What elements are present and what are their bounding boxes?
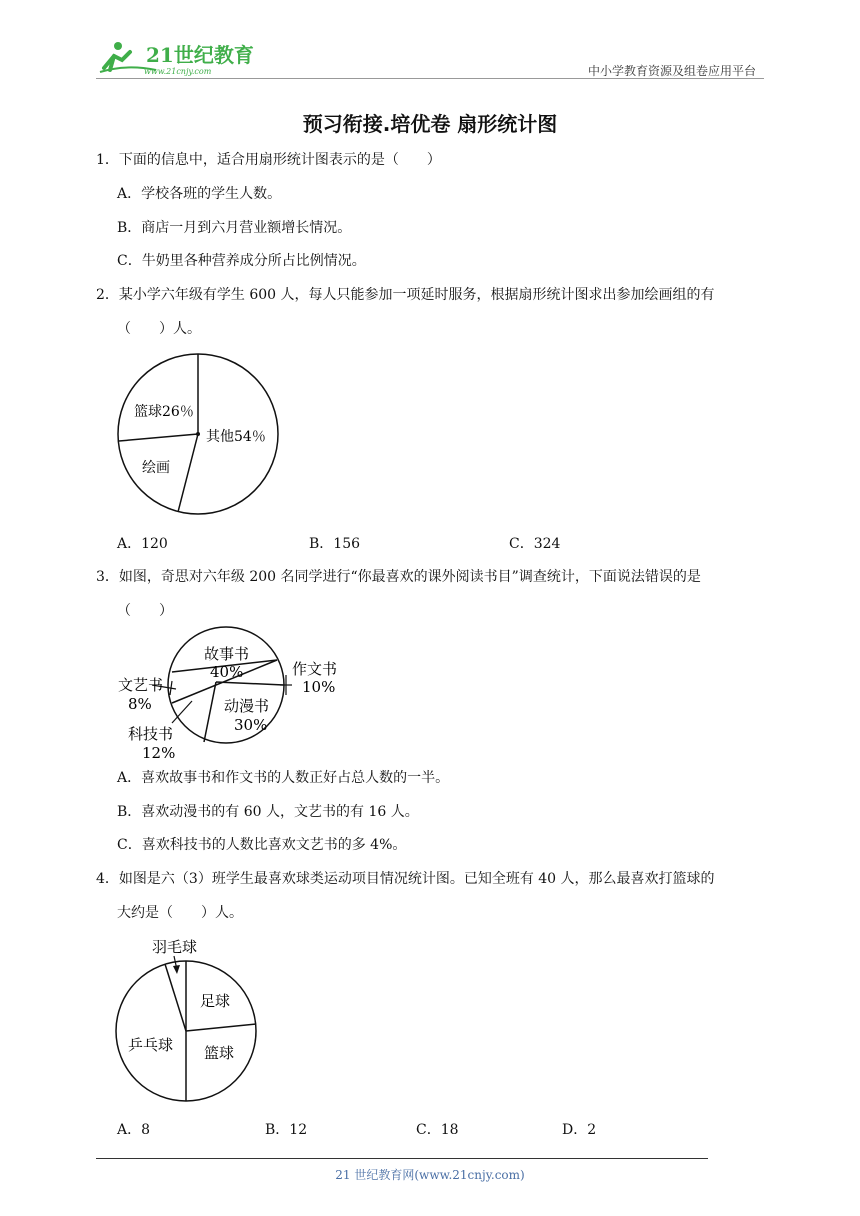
q3-pct-science: 12% [142,744,176,762]
q2-option-b: B．156 [309,536,361,552]
q4-option-b: B．12 [265,1122,308,1138]
q3-pct-comic: 30% [234,716,268,734]
q4-option-d: D．2 [562,1122,597,1138]
q4-pie-divider [186,1024,256,1031]
q4-label-badminton: 羽毛球 [152,938,198,956]
q4-option-c: C．18 [416,1122,459,1138]
q3-label-story: 故事书 [204,645,250,663]
q3-label-literature: 文艺书 [118,676,164,694]
page-title: 预习衔接.培优卷 扇形统计图 [302,112,558,136]
q4-label-football: 足球 [200,992,231,1010]
q3-pct-composition: 10% [302,678,336,696]
q2-pie-chart [112,352,292,522]
q2-label-basketball: 篮球26％ [134,404,194,420]
footer-text: 21 世纪教育网(www.21cnjy.com) [335,1168,525,1182]
q3-label-science: 科技书 [128,725,174,743]
footer-divider [96,1158,708,1159]
q2-label-other: 其他54％ [206,429,266,445]
q4-stem-line1: 4．如图是六（3）班学生最喜欢球类运动项目情况统计图。已知全班有 40 人，那么最喜欢打篮球的 [96,871,715,887]
q3-stem-line1: 3．如图，奇思对六年级 200 名同学进行“你最喜欢的课外阅读书目”调查统计，下面说法错误的是 [96,569,701,585]
runner-logo-icon [96,38,256,78]
q3-pie-divider [216,682,284,685]
q3-label-comic: 动漫书 [224,697,270,715]
q2-pie-divider [178,434,198,512]
q1-option-a: A．学校各班的学生人数。 [117,186,282,202]
site-tagline: 中小学教育资源及组卷应用平台 [587,64,756,78]
q4-option-a: A．8 [117,1122,151,1138]
header-divider [96,78,764,79]
q4-label-pingpong: 乒乓球 [128,1036,174,1054]
q4-pie-chart [112,932,272,1112]
q3-pct-story: 40% [210,663,244,681]
q4-stem-line2: 大约是（ ）人。 [117,905,243,921]
q2-pie-divider [119,434,198,441]
q2-label-drawing: 绘画 [142,460,170,476]
q2-stem-line2: （ ）人。 [117,321,201,337]
q3-pie-chart [112,625,352,765]
svg-text:www.21cnjy.com: www.21cnjy.com [144,67,212,76]
q2-option-c: C．324 [509,536,561,552]
site-logo [96,38,256,78]
q3-pct-literature: 8% [128,695,152,713]
svg-text:21世纪教育: 21世纪教育 [146,43,254,67]
q3-option-c: C．喜欢科技书的人数比喜欢文艺书的多 4%。 [117,837,407,853]
q3-pie-divider [204,682,216,742]
q3-label-composition: 作文书 [292,660,338,678]
q2-pie-center [196,432,200,436]
q4-pie-divider [165,964,186,1031]
q2-option-a: A．120 [117,536,168,552]
q2-stem-line1: 2．某小学六年级有学生 600 人，每人只能参加一项延时服务，根据扇形统计图求出参加绘画组的有 [96,287,715,303]
q3-stem-line2: （ ） [117,603,173,619]
q4-label-basketball: 篮球 [204,1044,235,1062]
q1-option-c: C．牛奶里各种营养成分所占比例情况。 [117,253,366,269]
q1-stem: 1．下面的信息中，适合用扇形统计图表示的是（ ） [96,152,441,168]
q3-option-b: B．喜欢动漫书的有 60 人，文艺书的有 16 人。 [117,804,419,820]
q3-option-a: A．喜欢故事书和作文书的人数正好占总人数的一半。 [117,770,450,786]
q1-option-b: B．商店一月到六月营业额增长情况。 [117,220,352,236]
q4-arrow-head-icon [173,965,180,974]
